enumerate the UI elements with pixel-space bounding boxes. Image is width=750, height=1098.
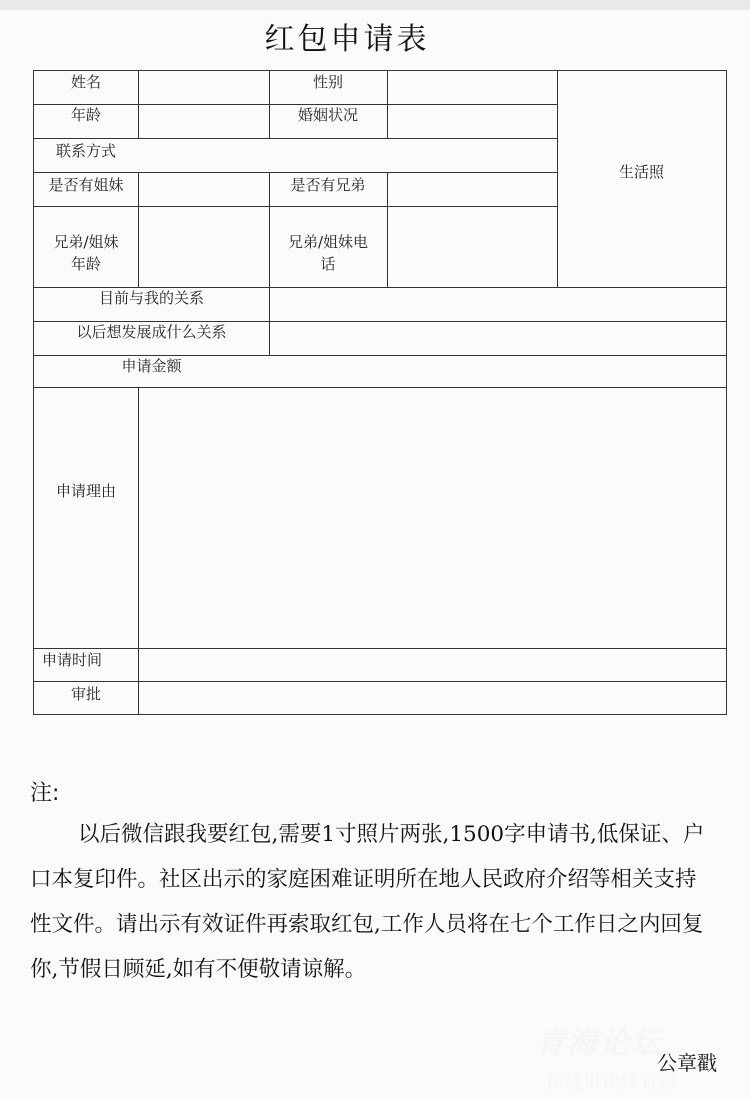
col-divider bbox=[387, 71, 388, 138]
marital-status-label: 婚姻状况 bbox=[297, 106, 358, 124]
approval-label: 审批 bbox=[70, 685, 101, 703]
sibling-phone-label: 兄弟/姐妹电 话 bbox=[287, 233, 369, 273]
row-divider bbox=[34, 206, 557, 207]
note-heading: 注: bbox=[30, 781, 60, 806]
age-label: 年龄 bbox=[70, 106, 101, 124]
amount-label: 申请金额 bbox=[121, 357, 182, 375]
application-form bbox=[33, 70, 727, 715]
name-label: 姓名 bbox=[70, 73, 101, 91]
contact-label: 联系方式 bbox=[55, 142, 116, 160]
has-sister-label: 是否有姐妹 bbox=[48, 176, 124, 194]
col-divider bbox=[387, 172, 388, 287]
sibling-age-label: 兄弟/姐妹 年龄 bbox=[53, 233, 119, 273]
col-divider bbox=[138, 71, 139, 138]
top-strip bbox=[0, 0, 750, 10]
col-divider bbox=[138, 387, 139, 714]
col-divider bbox=[138, 172, 139, 287]
reason-label: 申请理由 bbox=[55, 481, 116, 500]
photo-label: 生活照 bbox=[618, 163, 664, 181]
note-body: 以后微信跟我要红包,需要1寸照片两张,1500字申请书,低保证、户口本复印件。社区出示的家庭困难证明所在地人民政府介绍等相关支持性文件。请出示有效证件再索取红包,工作人员将在七个工作日之内回复你,节假日顾延,如有不便敬请谅解。 bbox=[30, 822, 705, 982]
watermark-slogan: 在这里读懂青海 bbox=[545, 1072, 678, 1093]
page-title: 红包申请表 bbox=[264, 22, 430, 57]
watermark-logo: 青海论坛 bbox=[535, 1026, 663, 1061]
gender-label: 性别 bbox=[312, 73, 343, 91]
official-stamp-text: 公章戳 bbox=[657, 1051, 717, 1075]
future-relation-label: 以后想发展成什么关系 bbox=[76, 323, 227, 341]
has-brother-label: 是否有兄弟 bbox=[290, 176, 366, 194]
current-relation-label: 目前与我的关系 bbox=[98, 289, 204, 307]
time-label: 申请时间 bbox=[41, 651, 102, 669]
